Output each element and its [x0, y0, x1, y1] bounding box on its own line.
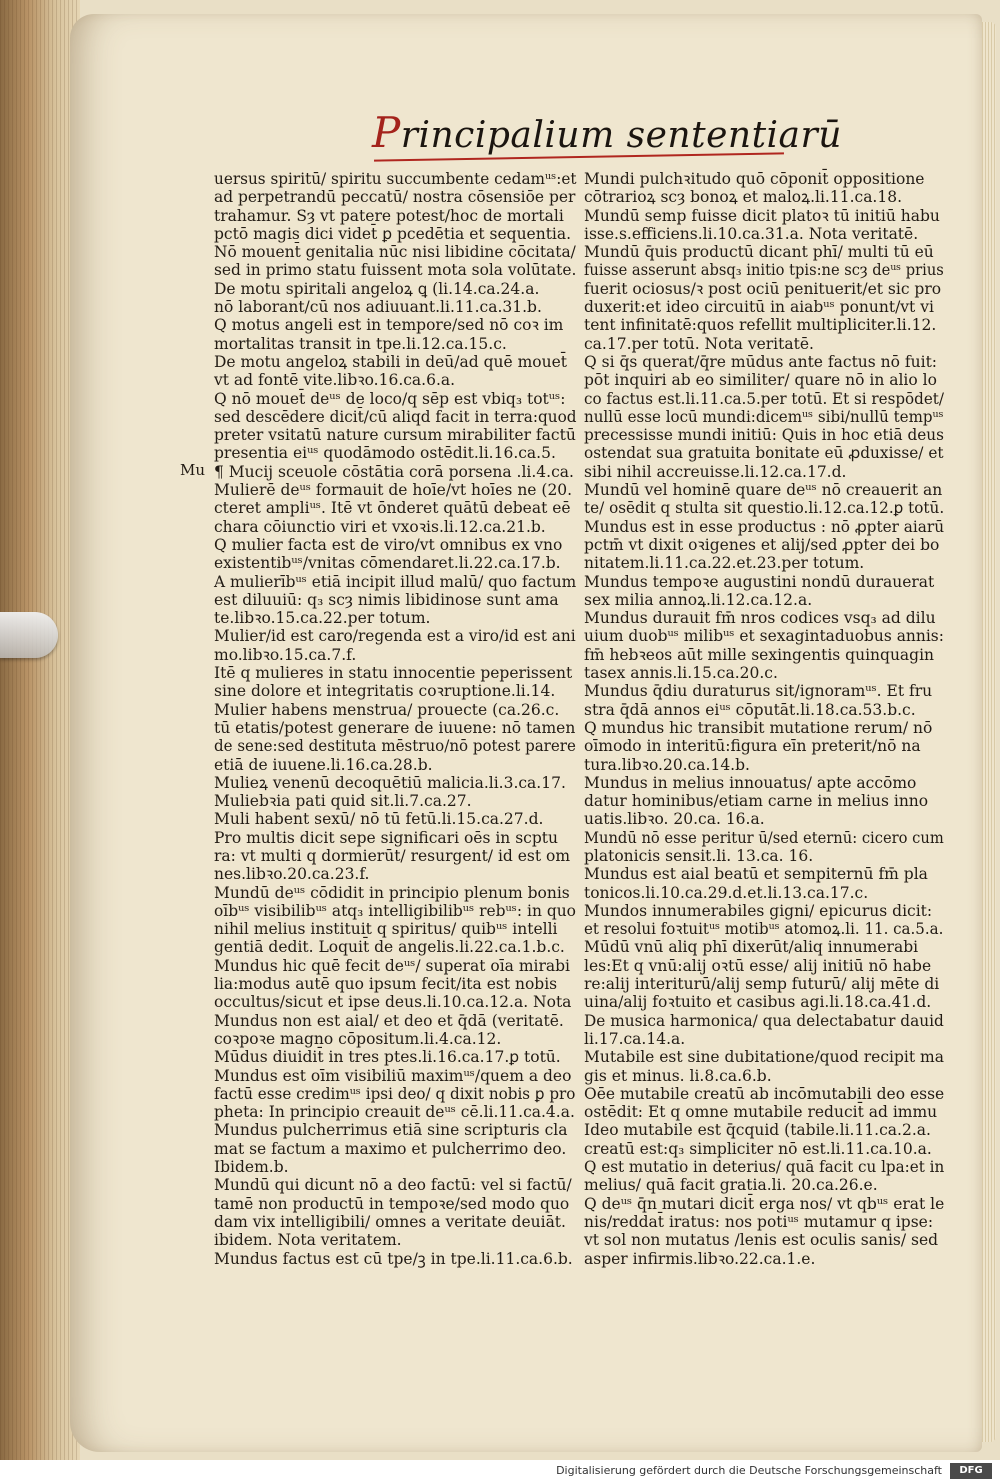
text-line: Q deᵘˢ q̄n mutari dicit̄ erga nos/ vt qbᵘˢ erat le	[584, 1194, 945, 1213]
text-line: les:Et q vnū:alij oꝛtū esse/ alij initiū nō habe	[584, 956, 932, 975]
text-line: uina/alij foꝛtuito et casibus agi.li.18.ca.41.d.	[584, 993, 932, 1012]
text-line: mat se factum a maximo et pulcherrimo deo.	[214, 1139, 567, 1158]
text-line: lia:modus autē quo ipsum fecit/ita est nobis	[214, 975, 558, 994]
text-line: duxerit:et ideo circuitū in aiabᵘˢ ponunt/vt vi	[584, 298, 934, 317]
text-line: asper infirmis.libꝛo.22.ca.1.e.	[584, 1249, 816, 1268]
text-line: re:alij interiturū/alij semp futurū/ alij mēte di	[584, 975, 940, 994]
text-line: Pro multis dicit sepe significari oēs in scptu	[214, 828, 558, 847]
text-line: oībᵘˢ visibilibᵘˢ atq₃ intelligibilibᵘˢ rebᵘˢ: in quo	[214, 901, 576, 920]
text-line: Mulier habens menstrua/ prouecte (ca.26.c.	[214, 700, 560, 719]
text-line: Mundū deᵘˢ cōdidit in principio plenum bonis	[214, 883, 570, 902]
text-line: Mundus hic quē fecit deᵘˢ/ superat oīa mirabi	[214, 956, 571, 975]
text-line: De musica harmonica/ qua delectabatur dauid	[584, 1011, 944, 1030]
text-line: uersus spiritū/ spiritu succumbente cedamᵘˢ:et	[214, 170, 577, 188]
text-line: tent infinitatē:quos refellit multipliciter.li.12.	[584, 316, 937, 335]
text-line: Mūdū vnū aliq phī dixerūt/aliq innumerabi	[584, 938, 919, 957]
text-line: existentibᵘˢ/vnitas cōmendaret.li.22.ca.17.b.	[214, 554, 561, 573]
text-line: Q mundus hic transibit mutatione rerum/ nō	[584, 718, 933, 737]
text-line: Mundus est in esse productus : nō ꝓpter aiarū	[584, 517, 945, 536]
text-line: est diluuiū: q₃ scȝ nimis libidinose sunt ama	[214, 590, 559, 609]
text-line: gentiā dedit. Loquit̄ de angelis.li.22.ca.1.b.c.	[214, 938, 565, 957]
text-line: ostēdit: Et q omne mutabile reducit̄ ad immu	[584, 1103, 938, 1122]
text-line: Mūdus diuidit̄ in tres ptes.li.16.ca.17.ꝑ totū.	[214, 1048, 561, 1067]
text-line: Q nō mouet̄ deᵘˢ de loco/q sēp est vbiq₃ totᵘˢ:	[214, 389, 566, 408]
text-line: nes.libꝛo.20.ca.23.f.	[214, 865, 370, 884]
text-line: uatis.libꝛo. 20.ca. 16.a.	[584, 810, 765, 829]
text-line: Muliebꝛia pati quid sit.li.7.ca.27.	[214, 792, 472, 811]
text-line: fuisse asserunt absq₃ initio tpis:ne scȝ deᵘˢ prius	[584, 261, 944, 280]
text-line: Mundos innumerabiles gigni/ epicurus dicit:	[584, 901, 933, 920]
funding-credit: Digitalisierung gefördert durch die Deutsche Forschungsgemeinschaft	[556, 1464, 942, 1477]
text-line: vt sol non mutatus /lenis est oculis sanis/ sed	[584, 1231, 939, 1250]
text-line: oīmodo in interitū:figura eīn preterit/nō na	[584, 737, 921, 756]
text-line: fm̄ hebꝛeos aūt mille sexingentis quinquagin	[584, 645, 935, 664]
text-line: Itē q mulieres in statu innocentie peperissent	[214, 664, 573, 683]
text-line: isse.s.efficiens.li.10.ca.31.a. Nota veritatē.	[584, 224, 919, 243]
text-line: Mundū nō esse peritur ū/sed eternū: cicero cum	[584, 828, 944, 847]
margin-note: Mu	[180, 461, 206, 479]
text-line: nitatem.li.11.ca.22.et.23.per totum.	[584, 554, 865, 573]
text-line: tasex annis.li.15.ca.20.c.	[584, 664, 778, 683]
text-line: nihil melius instituit q spiritus/ quibᵘˢ intelli	[214, 920, 558, 939]
text-line: co factus est.li.11.ca.5.per totū. Et si respōdet/	[584, 389, 944, 408]
text-line: Mundus in melius innouatus/ apte accōmo	[584, 773, 917, 792]
text-line: nō laborant/cū nos adiuuant.li.11.ca.31.b.	[214, 298, 542, 317]
dfg-logo: DFG	[950, 1463, 992, 1479]
text-line: Mundus pulcherrimus etiā sine scripturis cla	[214, 1121, 568, 1140]
right-text-column	[584, 170, 944, 1268]
text-line: ostendat sua gratuita bonitate eū ꝓduxisse/ et	[584, 444, 944, 463]
text-line: De motu spiritali angeloꝝ ꝗ (li.14.ca.24.a.	[214, 279, 540, 298]
text-line: de sene:sed destituta mēstruo/nō potest parere	[214, 737, 576, 756]
text-line: mo.libꝛo.15.ca.7.f.	[214, 645, 357, 664]
text-line: Oēe mutabile creatū ab incōmutabili deo esse	[584, 1084, 945, 1103]
text-line: Mundus factus est cū tpe/ꝫ in tpe.li.11.ca.6.b.	[214, 1249, 573, 1268]
running-title-text: rincipalium sententiarū	[400, 115, 842, 156]
text-line: sed in primo statu fuissent mota sola volūtate.	[214, 261, 577, 280]
text-line: tonicos.li.10.ca.29.d.et.li.13.ca.17.c.	[584, 883, 869, 902]
text-line: pheta: In principio creauit deᵘˢ cē.li.11.ca.4.a.	[214, 1103, 575, 1122]
text-line: Nō mouent̄ genitalia nūc nisi libidine cōcitata/	[214, 243, 576, 262]
text-line: sed descēdere dicit̄/cū aliqd facit in terra:quod	[214, 407, 577, 426]
left-text-column	[214, 170, 576, 1268]
text-line: factū esse credimᵘˢ ipsi deo/ q dixit nobis ꝑ pro	[214, 1084, 576, 1103]
text-line: Muli habent sexū/ nō tū fetū.li.15.ca.27.d.	[214, 810, 544, 829]
text-line: et resolui foꝛtuitᵘˢ motibᵘˢ atomoꝝ.li. 11. ca.5.a.	[584, 920, 944, 939]
text-line: Ideo mutabile est q̄cquid (tabile.li.11.ca.2.a.	[584, 1121, 931, 1140]
text-line: cōtrarioꝝ scȝ bonoꝝ et maloꝝ.li.11.ca.18.	[584, 188, 903, 207]
text-line: Mundū qui dicunt nō a deo factū: vel si factū/	[214, 1176, 572, 1195]
text-line: chara cōiunctio viri et vxoꝛis.li.12.ca.21.b.	[214, 517, 546, 536]
text-line: trahamur. Sȝ vt patere potest/hoc de mortali	[214, 206, 564, 225]
text-line: presentia eiᵘˢ quodāmodo ostēdit.li.16.ca.5.	[214, 444, 556, 463]
text-line: ca.17.per totū. Nota veritatē.	[584, 334, 814, 353]
text-line: sibi nihil accreuisse.li.12.ca.17.d.	[584, 462, 847, 481]
text-line: Ibidem.b.	[214, 1158, 289, 1177]
text-line: sine dolore et integritatis coꝛruptione.li.14.	[214, 682, 556, 701]
text-line: platonicis sensit.li. 13.ca. 16.	[584, 846, 814, 865]
text-line: precessisse mundi initiū: Quis in hoc etiā deus	[584, 426, 944, 445]
text-line: melius/ quā facit gratia.li. 20.ca.26.e.	[584, 1176, 878, 1195]
text-line: pōt inquiri ab eo similiter/ quare nō in alio lo	[584, 371, 937, 390]
text-line: ¶ Mucij sceuole cōstātia corā porsena .li.4.ca.	[214, 462, 574, 481]
book-page-stack	[0, 0, 80, 1460]
text-line: li.17.ca.14.a.	[584, 1029, 686, 1048]
text-line: Mundū semp fuisse dicit platoꝛ tū initiū habu	[584, 206, 940, 225]
text-line: Mundus tempoꝛe augustini nondū durauerat	[584, 572, 935, 591]
text-line: Mundus non est aial/ et deo et q̄dā (veritatē.	[214, 1011, 564, 1030]
text-line: Mundus est oīm visibiliū maximᵘˢ/quem a deo	[214, 1066, 572, 1085]
running-title-initial: P	[372, 108, 401, 157]
text-line: Mundū vel hominē quare deᵘˢ nō creauerit an	[584, 481, 943, 500]
text-line: mortalitas transit in tpe.li.12.ca.15.c.	[214, 334, 507, 353]
text-line: tamē non productū in tempoꝛe/sed modo quo	[214, 1194, 570, 1213]
text-line: tura.libꝛo.20.ca.14.b.	[584, 755, 750, 774]
text-line: sex milia annoꝝ.li.12.ca.12.a.	[584, 590, 813, 609]
text-line: te/ osēdit q stulta sit questio.li.12.ca.12.ꝑ totū.	[584, 499, 945, 518]
text-line: pctō magis dici videt̄ ꝑ pcedētia et sequentia.	[214, 224, 572, 243]
text-line: dam vix intelligibili/ omnes a veritate deuiāt.	[214, 1212, 566, 1231]
text-line: Q motus angeli est in tempore/sed nō coꝛ im	[214, 316, 564, 335]
text-line: Q si q̄s querat/q̄re mūdus ante factus nō fuit:	[584, 352, 938, 371]
text-line: uium duobᵘˢ milibᵘˢ et sexagintaduobus annis:	[584, 627, 944, 646]
text-line: tū etatis/potest generare de iuuene: nō tamen	[214, 718, 576, 737]
text-line: occultus/sicut et ipse deus.li.10.ca.12.a. Nota	[214, 993, 572, 1012]
text-line: creatū est:q₃ simpliciter nō est.li.11.ca.10.a.	[584, 1139, 932, 1158]
text-line: Mundus q̄diu duraturus sit/ignoramᵘˢ. Et fru	[584, 682, 933, 701]
text-line: Mulier/id est caro/regenda est a viro/id est ani	[214, 627, 576, 646]
page-fore-edge	[982, 22, 996, 1442]
text-line: datur hominibus/etiam carne in melius inno	[584, 792, 929, 811]
text-line: A mulierībᵘˢ etiā incipit illud malū/ quo factum	[214, 572, 577, 591]
text-line: ibidem. Nota veritatem.	[214, 1231, 402, 1250]
text-line: ad perpetrandū peccatū/ nostra cōsensiōe per	[214, 188, 576, 207]
text-line: Q est mutatio in deterius/ quā facit cu lpa:et in	[584, 1158, 945, 1177]
text-line: Mundus durauit fm̄ nros codices vsq₃ ad dilu	[584, 609, 936, 628]
digitization-footer	[0, 1460, 1000, 1484]
text-line: gis et minus. li.8.ca.6.b.	[584, 1066, 772, 1085]
text-line: pctm̄ vt dixit oꝛigenes et alij/sed ꝓpter dei bo	[584, 535, 940, 554]
text-line: te.libꝛo.15.ca.22.per totum.	[214, 609, 431, 628]
text-line: Mundū q̄uis productū dicant phī/ multi tū eū	[584, 243, 934, 262]
text-line: etiā de iuuene.li.16.ca.28.b.	[214, 755, 433, 774]
text-line: nullū esse locū mundi:dicemᵘˢ sibi/nullū tempᵘˢ	[584, 407, 944, 426]
text-line: Mundus est aial beatū et sempiternū fm̄ pla	[584, 865, 928, 884]
text-line: stra q̄dā annos eiᵘˢ cōputāt.li.18.ca.53.b.c.	[584, 700, 916, 719]
page-clip-holder	[0, 612, 58, 658]
text-line: Mundi pulchꝛitudo quō cōponit̄ oppositione	[584, 170, 925, 188]
text-line: fuerit ociosus/ꝛ post ociū penituerit/et sic pro	[584, 279, 942, 298]
text-line: preter vsitatū nature cursum mirabiliter factū	[214, 426, 576, 445]
text-line: ra: vt multi q dormierūt/ resurgent/ id est om	[214, 846, 571, 865]
text-line: De motu angeloꝝ stabili in deū/ad quē mouet̄	[214, 352, 568, 371]
text-line: cteret ampliᵘˢ. Itē vt ōnderet quātū debeat eē	[214, 499, 571, 518]
text-line: Mutabile est sine dubitatione/quod recipit ma	[584, 1048, 944, 1067]
text-line: Q mulier facta est de viro/vt omnibus ex vno	[214, 535, 563, 554]
running-title	[372, 108, 842, 157]
text-line: Mulieꝝ venenū decoquētiū malicia.li.3.ca.17.	[214, 773, 566, 792]
text-line: vt ad fontē vite.libꝛo.16.ca.6.a.	[214, 371, 456, 390]
text-line: coꝛpoꝛe magno cōpositum.li.4.ca.12.	[214, 1029, 502, 1048]
text-line: nis/reddat̄ iratus: nos potiᵘˢ mutamur q ipse:	[584, 1212, 934, 1231]
text-line: Mulierē deᵘˢ formauit de hoīe/vt hoīes ne (20.	[214, 481, 573, 500]
page-stack-texture	[0, 0, 80, 1460]
